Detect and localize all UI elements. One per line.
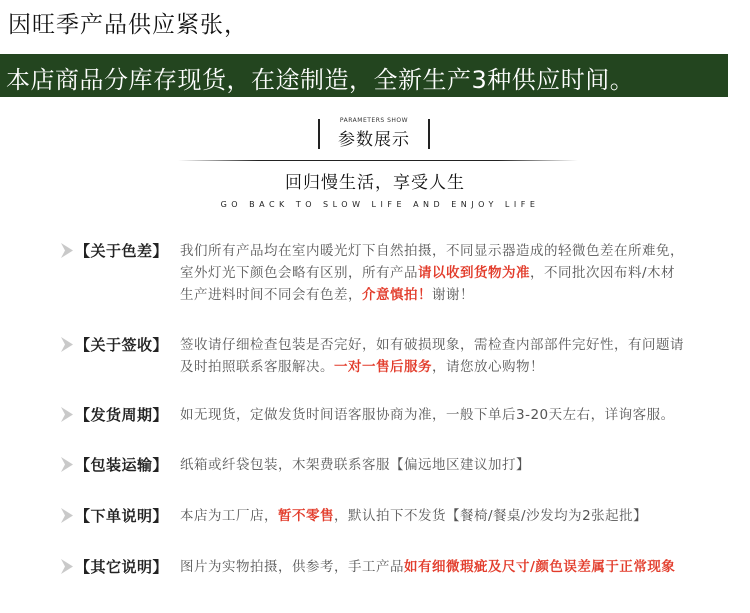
parameters-heading: [318, 117, 430, 150]
item-label: 【发货周期】: [75, 406, 169, 424]
highlight-text: 暂不零售: [278, 508, 334, 524]
heading-right-bar: [428, 119, 430, 149]
parameters-heading-en: PARAMETERS SHOW: [339, 117, 409, 124]
chevron-right-icon: [60, 559, 74, 574]
item-label: 【下单说明】: [75, 507, 169, 525]
chevron-right-icon: [60, 407, 74, 422]
item-body: 纸箱或纤袋包装，木架费联系客服【偏远地区建议加打】: [180, 457, 530, 473]
supply-notice-banner: [0, 54, 728, 97]
parameters-heading-cn: 参数展示: [338, 130, 410, 150]
highlight-text: 介意慎拍！: [362, 287, 432, 303]
chevron-right-icon: [60, 508, 74, 523]
item-label: 【包装运输】: [75, 456, 169, 474]
chevron-right-icon: [60, 457, 74, 472]
highlight-text: 如有细微瑕疵及尺寸/颜色误差属于正常现象: [404, 559, 676, 575]
item-label: 【其它说明】: [75, 558, 169, 576]
item-label: 【关于色差】: [75, 242, 169, 260]
highlight-text: 一对一售后服务: [334, 359, 432, 375]
item-body: 图片为实物拍摄，供参考，手工产品如有细微瑕疵及尺寸/颜色误差属于正常现象: [180, 559, 676, 575]
item-body: 本店为工厂店，暂不零售，默认拍下不发货【餐椅/餐桌/沙发均为2张起批】: [180, 508, 648, 524]
item-body: 签收请仔细检查包装是否完好，如有破损现象，需检查内部部件完好性，有问题请及时拍照联系客服解决。一对一售后服务，请您放心购物！: [180, 337, 684, 375]
stock-notice-line2: 本店商品分库存现货，在途制造，全新生产3种供应时间。: [6, 66, 635, 94]
chevron-right-icon: [60, 243, 74, 258]
slogan-en: GO BACK TO SLOW LIFE AND ENJOY LIFE: [220, 200, 540, 209]
highlight-text: 请以收到货物为准: [418, 265, 530, 281]
item-label: 【关于签收】: [75, 336, 169, 354]
chevron-right-icon: [60, 337, 74, 352]
item-body: 我们所有产品均在室内暖光灯下自然拍摄，不同显示器造成的轻微色差在所难免，室外灯光下颜色会略有区别，所有产品请以收到货物为准，不同批次因布料/木材生产进料时间不同会有色差，介意慎拍！谢谢！: [180, 243, 684, 303]
heading-divider: [178, 160, 578, 161]
stock-notice-line1: 因旺季产品供应紧张，: [8, 12, 248, 38]
item-body: 如无现货，定做发货时间语客服协商为准，一般下单后3-20天左右，详询客服。: [180, 407, 675, 423]
slogan-cn: 回归慢生活，享受人生: [285, 173, 465, 193]
